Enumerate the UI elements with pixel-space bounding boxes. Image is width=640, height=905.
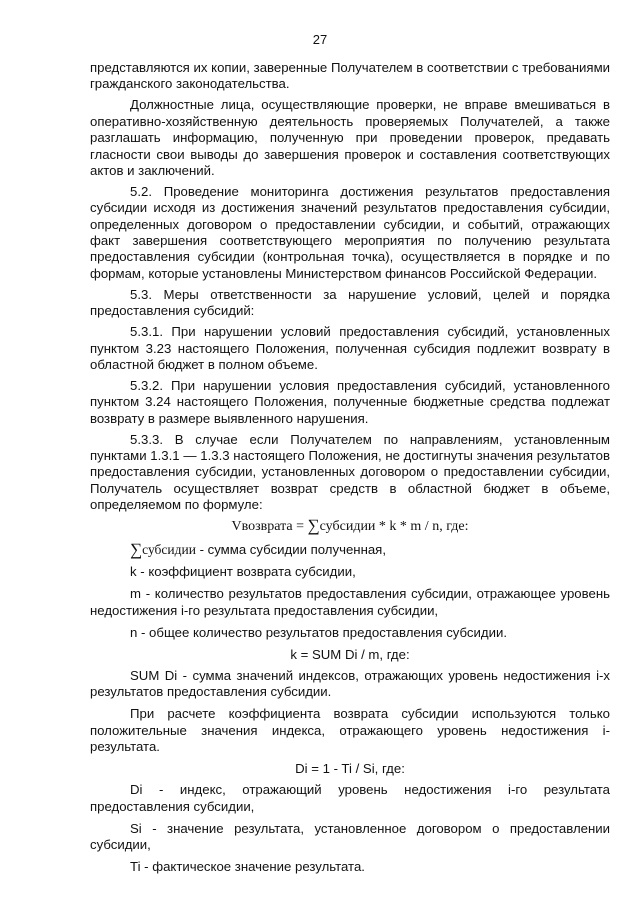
formula-return-volume [90, 518, 610, 535]
definition-si: Si - значение результата, установленное договором о предоставлении субсидии, [90, 820, 610, 853]
paragraph-5-3-1: 5.3.1. При нарушении условий предоставления субсидий, установленных пунктом 3.23 настоящего Положения, полученная субсидия подлежит возврату в областной бюджет в полном объеме. [90, 324, 610, 372]
paragraph-5-3-3: 5.3.3. В случае если Получателем по направлениям, установленным пунктами 1.3.1 — 1.3.3 настоящего Положения, не достигнуты значения результатов предоставления субсидии, установленных договором о предоставлении субсидии, Получатель осуществляет возврат средств в областной бюджет в объеме, определяемом по формуле: [90, 431, 610, 513]
definition-k: k - коэффициент возврата субсидии, [130, 564, 356, 580]
definition-ti: Ti - фактическое значение результата. [130, 858, 365, 874]
formula-rhs: субсидии * k * m / n, где: [319, 519, 469, 535]
page-number: 27 [312, 32, 328, 47]
definition-n: n - общее количество результатов предоставления субсидии. [130, 624, 507, 640]
paragraph-5-3: 5.3. Меры ответственности за нарушение условий, целей и порядка предоставления субсидий: [90, 286, 610, 319]
sum-sign: ∑ [307, 516, 320, 536]
paragraph-5-3-2: 5.3.2. При нарушении условия предоставления субсидий, установленного пунктом 3.24 настоящего Положения, полученные бюджетные средства подлежат возврату в размере выявленного нарушения. [90, 377, 610, 426]
paragraph-positive-values: При расчете коэффициента возврата субсидии используются только положительные значения индекса, отражающего уровень недостижения i-результата. [90, 706, 610, 755]
definition-di: Di - индекс, отражающий уровень недостижения i-го результата предоставления субсидии, [90, 782, 610, 814]
sum-subscript-word: субсидии [142, 542, 196, 558]
formula-di: Di = 1 - Ti / Si, где: [295, 760, 405, 776]
definition-m: m - количество результатов предоставления субсидии, отражающее уровень недостижения i-го результата предоставления субсидии, [90, 586, 610, 618]
document-body [90, 60, 610, 881]
definition-sum-subsidy [90, 542, 610, 558]
formula-lhs: Vвозврата = [231, 519, 308, 535]
paragraph-inspectors: Должностные лица, осуществляющие проверки, не вправе вмешиваться в оперативно-хозяйственную деятельность проверяемых Получателей, а также разглашать информацию, полученную при проведении проверок, предавать гласности свои выводы до завершения проверок и составления соответствующих актов и заключений. [90, 97, 610, 178]
formula-k: k = SUM Di / m, где: [290, 646, 410, 662]
paragraph-5-2: 5.2. Проведение мониторинга достижения результатов предоставления субсидии исходя из достижения значений результатов предоставления субсидии, определенных договором о предоставлении субсидии, и событий, отражающих факт завершения соответствующего мероприятия по получению результата предоставления субсидии (контрольная точка), осуществляется в порядке и по формам, которые установлены Министерством финансов Российской Федерации. [90, 183, 610, 281]
paragraph-continuation: представляются их копии, заверенные Получателем в соответствии с требованиями гражданского законодательства. [90, 60, 610, 92]
sum-sign: ∑ [130, 540, 143, 560]
definition-text: - сумма субсидии полученная, [195, 542, 386, 558]
definition-sum-di: SUM Di - сумма значений индексов, отражающих уровень недостижения i-х результатов предоставления субсидии. [90, 667, 610, 700]
